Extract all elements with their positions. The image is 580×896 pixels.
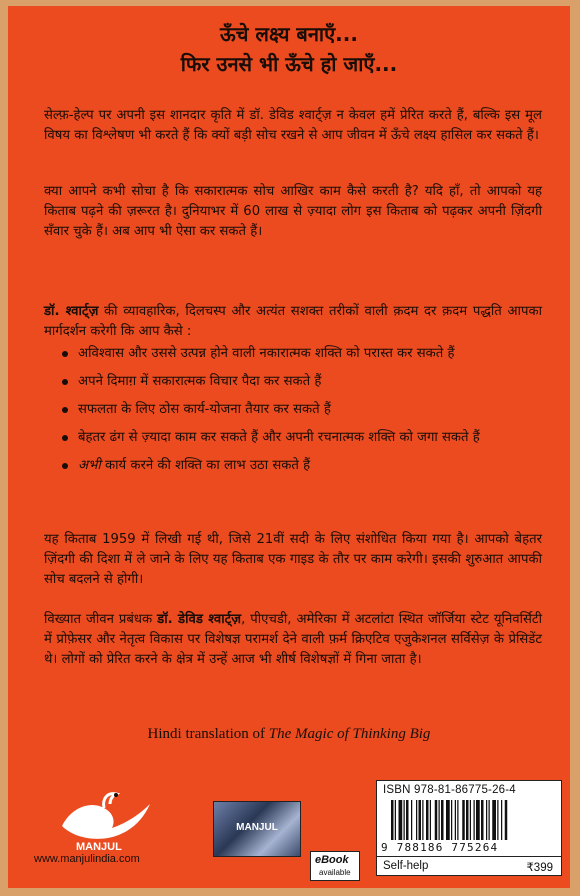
author-full-name: डॉ. डेविड श्वार्ट्ज़ bbox=[157, 612, 242, 627]
bio-text: , पीएचडी, अमेरिका में अटलांटा स्थित जॉर्जिया स्टेट यूनिवर्सिटी में प्रोफ़ेसर और नेतृत्व विकास पर विशेषज्ञ परामर्श देने वाली फ़र्म क्रिएटिव एजुकेशनल सर्विसेज़ के प्रेसिडेंट थे। लोगों को प्रेरित करने के क्षेत्र में उन्हें आज भी शीर्ष विशेषज्ञों में गिना जाता है। bbox=[44, 612, 542, 667]
translation-prefix: Hindi translation of bbox=[147, 726, 269, 742]
original-title: The Magic of Thinking Big bbox=[268, 726, 431, 742]
category-price-row bbox=[377, 856, 561, 877]
bullet-dot-icon bbox=[62, 435, 68, 441]
method-text: की व्यावहारिक, दिलचस्प और अत्यंत सशक्त तरीकों वाली क़दम दर क़दम पद्धति आपका मार्गदर्शन करेगी कि आप कैसे : bbox=[44, 304, 542, 339]
list-item-text: अपने दिमाग़ में सकारात्मक विचार पैदा कर सकते हैं bbox=[78, 374, 322, 389]
list-item bbox=[64, 428, 534, 448]
list-item-text: अविश्वास और उससे उत्पन्न होने वाली नकारात्मक शक्ति को परास्त कर सकते हैं bbox=[78, 346, 455, 361]
headline-line-1: ऊँचे लक्ष्य बनाएँ... bbox=[220, 22, 358, 46]
ebook-available-label: available bbox=[319, 868, 351, 877]
bio-prefix: विख्यात जीवन प्रबंधक bbox=[44, 612, 158, 627]
author-name: डॉ. श्वार्ट्ज़ bbox=[44, 304, 99, 319]
list-item-text: बेहतर ढंग से ज़्यादा काम कर सकते हैं और अपनी रचनात्मक शक्ति को जगा सकते हैं bbox=[78, 430, 480, 445]
list-item-text: कार्य करने की शक्ति का लाभ उठा सकते हैं bbox=[100, 458, 311, 473]
bullet-dot-icon bbox=[62, 407, 68, 413]
question-paragraph: क्या आपने कभी सोचा है कि सकारात्मक सोच आखिर काम कैसे करती है? यदि हाँ, तो आपको यह किताब पढ़ने की ज़रूरत है। दुनियाभर में 60 लाख से ज़्यादा लोग इस किताब को पढ़कर अपनी ज़िंदगी सँवार चुके हैं। अब आप भी ऐसा कर सकते हैं। bbox=[44, 184, 542, 239]
bullet-dot-icon bbox=[62, 463, 68, 469]
category-label: Self-help bbox=[383, 860, 429, 872]
ebook-badge bbox=[310, 851, 360, 881]
list-item-text: सफलता के लिए ठोस कार्य-योजना तैयार कर सकते हैं bbox=[78, 402, 331, 417]
publisher-website: www.manjulindia.com bbox=[34, 853, 140, 865]
bullet-dot-icon bbox=[62, 379, 68, 385]
list-item bbox=[64, 456, 534, 476]
history-paragraph: यह किताब 1959 में लिखी गई थी, जिसे 21वीं सदी के लिए संशोधित किया गया है। आपको बेहतर ज़िंदगी की दिशा में ले जाने के लिए यह किताब एक गाइड के तौर पर काम करेगी। इसकी शुरुआत आपकी सोच बदलने से होगी। bbox=[44, 532, 542, 587]
publisher-logo-text: MANJUL bbox=[76, 841, 122, 853]
hologram-text: MANJUL bbox=[236, 822, 278, 833]
intro-paragraph: सेल्फ़-हेल्प पर अपनी इस शानदार कृति में डॉ. डेविड श्वार्ट्ज़ न केवल हमें प्रेरित करते हैं, बल्कि इस मूल विषय का विश्लेषण भी करते हैं कि क्यों बड़ी सोच रखने से आप जीवन में ऊँचे लक्ष्य हासिल कर सकते हैं। bbox=[44, 108, 542, 143]
list-item bbox=[64, 344, 534, 364]
list-item bbox=[64, 400, 534, 420]
author-bio-paragraph bbox=[44, 610, 542, 670]
list-item-emphasis: अभी bbox=[78, 458, 101, 473]
back-cover bbox=[8, 6, 570, 888]
bullet-dot-icon bbox=[62, 351, 68, 357]
barcode-icon bbox=[389, 800, 553, 840]
barcode-box bbox=[376, 780, 562, 876]
barcode-number: 9 788186 775264 bbox=[381, 841, 499, 854]
isbn-label: ISBN 978-81-86775-26-4 bbox=[383, 784, 516, 796]
benefits-list bbox=[64, 344, 534, 484]
price-label: ₹399 bbox=[526, 862, 553, 874]
translation-note bbox=[8, 726, 570, 743]
hologram-sticker bbox=[213, 801, 301, 857]
method-paragraph bbox=[44, 302, 542, 342]
ebook-label: eBook bbox=[315, 854, 349, 866]
list-item bbox=[64, 372, 534, 392]
headline-line-2: फिर उनसे भी ऊँचे हो जाएँ... bbox=[180, 52, 398, 76]
